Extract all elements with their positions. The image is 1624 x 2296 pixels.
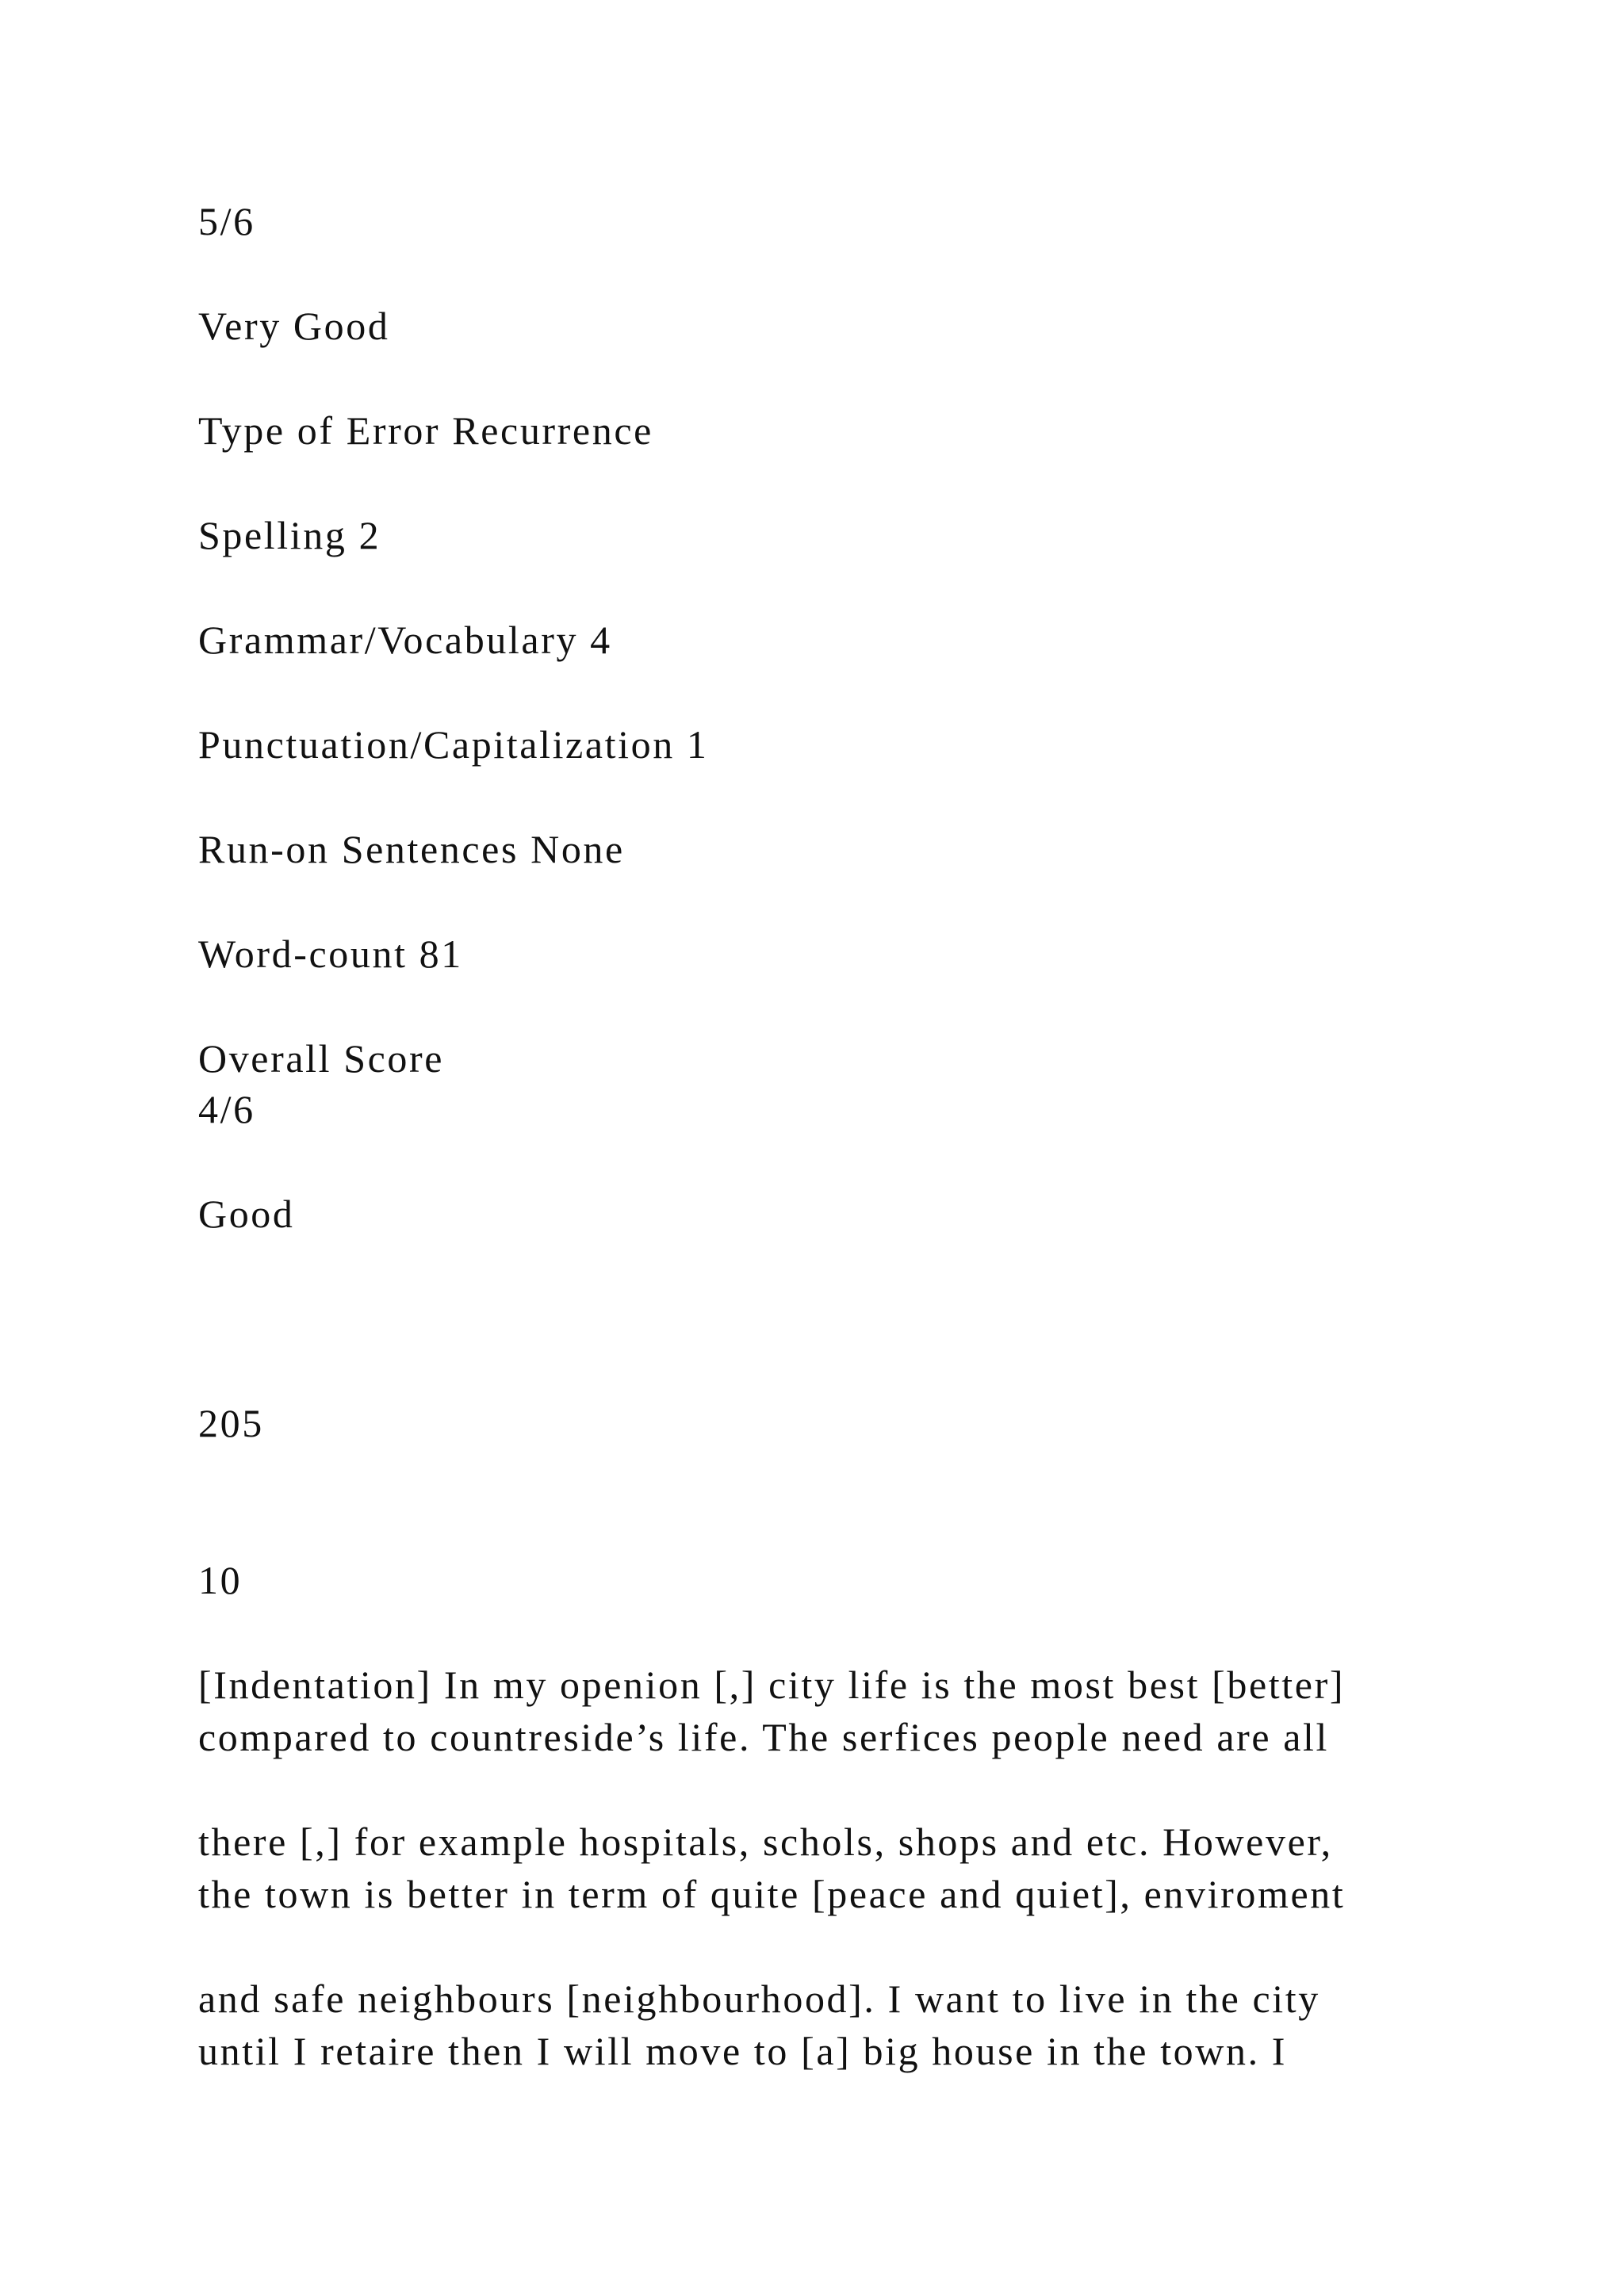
overall-score-fraction: 4/6	[198, 1087, 255, 1131]
overall-rating: Good	[198, 1192, 295, 1236]
error-table-header: Type of Error Recurrence	[198, 408, 653, 453]
error-row-run-on: Run-on Sentences None	[198, 827, 625, 871]
essay-line: compared to countreside’s life. The serfices people need are all	[198, 1715, 1330, 1759]
essay-line: and safe neighbours [neighbourhood]. I want to live in the city	[198, 1976, 1320, 2021]
error-row-punctuation: Punctuation/Capitalization 1	[198, 722, 709, 767]
essay-line: until I retaire then I will move to [a] big house in the town. I	[198, 2029, 1288, 2073]
page-number: 205	[198, 1401, 264, 1445]
essay-line: the town is better in term of quite [peace and quiet], enviroment	[198, 1872, 1346, 1916]
error-row-grammar: Grammar/Vocabulary 4	[198, 618, 612, 662]
essay-line: there [,] for example hospitals, schols, shops and etc. However,	[198, 1820, 1333, 1864]
overall-score-label: Overall Score	[198, 1036, 445, 1081]
essay-line: [Indentation] In my openion [,] city life is the most best [better]	[198, 1663, 1346, 1707]
score-label: Very Good	[198, 304, 390, 348]
error-row-spelling: Spelling 2	[198, 513, 381, 557]
line-number: 10	[198, 1558, 243, 1602]
word-count: Word-count 81	[198, 932, 463, 976]
score-fraction: 5/6	[198, 199, 255, 243]
